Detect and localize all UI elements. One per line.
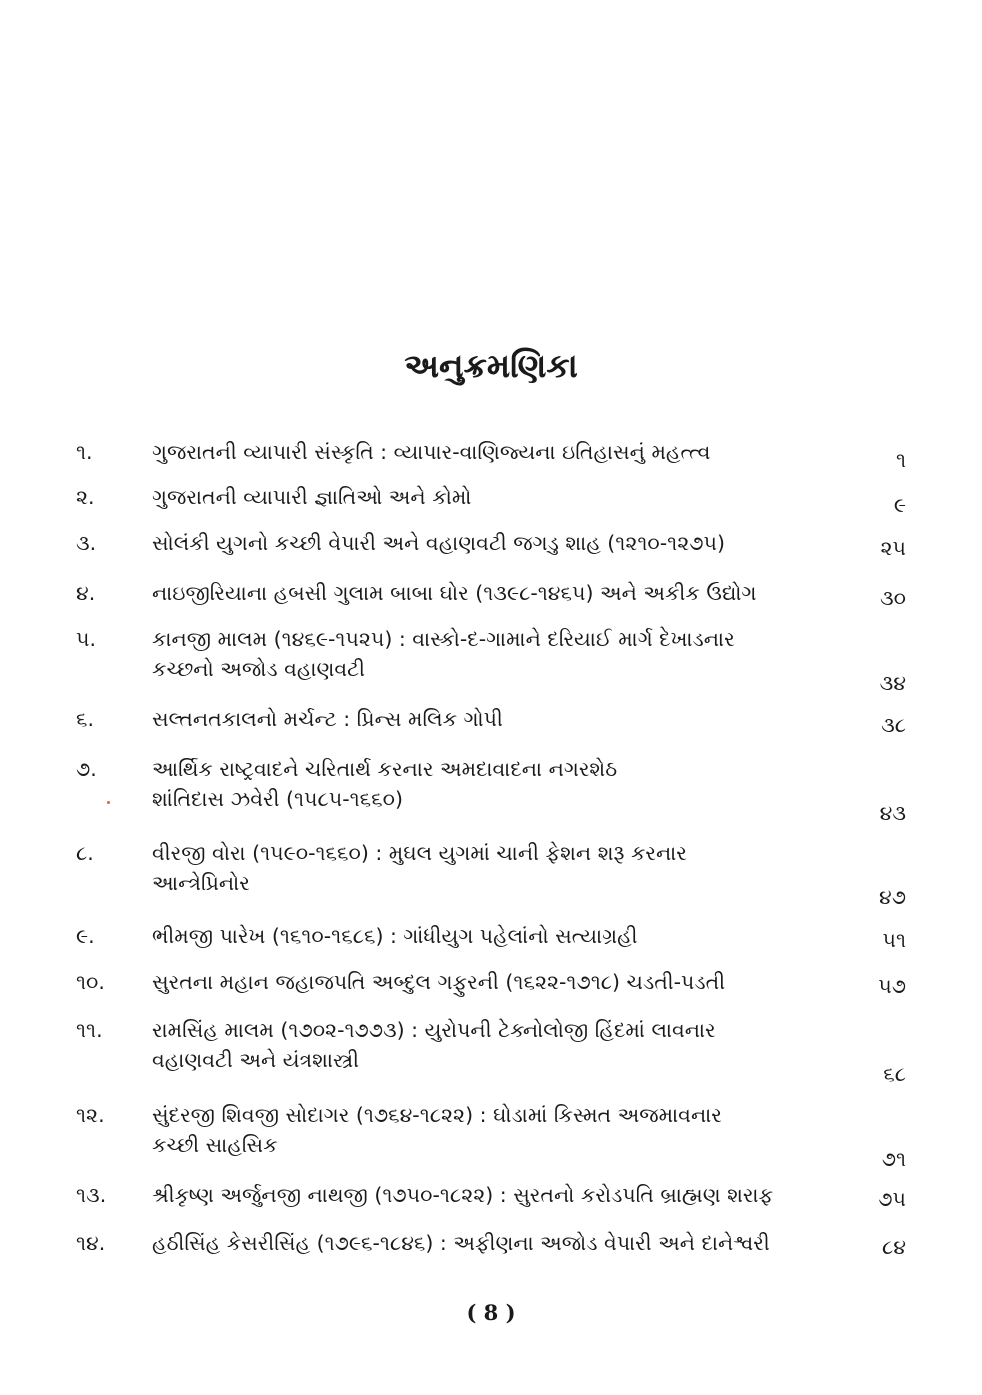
page-number: ( 8 ) <box>466 1300 516 1325</box>
entry-title-line: શ્રીકૃષ્ણ અર્જુનજી નાથજી (૧૭૫૦-૧૮૨૨) : સુરતનો કરોડપતિ બ્રાહ્મણ શરાફ <box>152 1183 774 1207</box>
entry-title-line: આર્થિક રાષ્ટ્રવાદને ચરિતાર્થ કરનાર અમદાવાદના નગરશેઠ <box>152 757 618 781</box>
entry-number: ૬. <box>76 707 94 731</box>
entry-number: ૨. <box>76 485 95 509</box>
entry-title-line: વહાણવટી અને યંત્રશાસ્ત્રી <box>152 1048 360 1072</box>
entry-title-line: ગુજરાતની વ્યાપારી સંસ્કૃતિ : વ્યાપાર-વાણિજ્યના ઇતિહાસનું મહત્ત્વ <box>152 440 711 464</box>
entry-number: ૧૪. <box>76 1231 106 1255</box>
entry-text <box>152 578 842 608</box>
entry-title-line: હઠીસિંહ કેસરીસિંહ (૧૭૯૬-૧૮૪૬) : અફીણના અજોડ વેપારી અને દાનેશ્વરી <box>152 1231 770 1255</box>
entry-text <box>152 1015 842 1075</box>
entry-title-line: ભીમજી પારેખ (૧૬૧૦-૧૬૮૬) : ગાંધીયુગ પહેલાંનો સત્યાગ્રહી <box>152 924 638 948</box>
entry-text <box>152 1100 842 1160</box>
entry-number: ૫. <box>76 627 96 651</box>
entry-text <box>152 967 842 997</box>
entry-title-line: સલ્તનતકાલનો મર્ચન્ટ : પ્રિન્સ મલિક ગોપી <box>152 707 503 731</box>
entry-text <box>152 624 842 684</box>
entry-text <box>152 1180 842 1210</box>
entry-number: ૧. <box>76 440 93 464</box>
entry-number: ૩. <box>76 531 97 555</box>
entry-title-line: ગુજરાતની વ્યાપારી જ્ઞાતિઓ અને કોમો <box>152 485 472 509</box>
entry-title-line: રામસિંહ માલમ (૧૭૦૨-૧૭૭૩) : યુરોપની ટેક્નોલોજી હિંદમાં લાવનાર <box>152 1018 716 1042</box>
entry-title-line: નાઇજીરિયાના હબસી ગુલામ બાબા ઘોર (૧૩૯૮-૧૪૬૫) અને અકીક ઉદ્યોગ <box>152 581 757 605</box>
entry-text <box>152 754 842 814</box>
entry-title-line: કચ્છનો અજોડ વહાણવટી <box>152 657 365 681</box>
entry-title-line: વીરજી વોરા (૧૫૯૦-૧૬૬૦) : મુઘલ યુગમાં ચાની ફેશન શરૂ કરનાર <box>152 841 687 865</box>
entry-page-number: ૭૫ <box>878 1187 906 1211</box>
entry-page-number: ૮૪ <box>882 1235 906 1259</box>
page-title: અનુક્રમણિકા <box>404 346 578 385</box>
entry-text <box>152 704 842 734</box>
entry-page-number: ૩૦ <box>880 586 906 610</box>
entry-number: ૯. <box>76 924 95 948</box>
entry-number: ૧૨. <box>76 1103 105 1127</box>
entry-title-line: સુરતના મહાન જહાજપતિ અબ્દુલ ગફુરની (૧૬૨૨-૧૭૧૮) ચડતી-પડતી <box>152 970 726 994</box>
entry-number: ૮. <box>76 841 94 865</box>
entry-page-number: ૬૮ <box>883 1062 906 1086</box>
entry-page-number: ૧ <box>895 448 906 472</box>
entry-number: ૭. <box>76 757 97 781</box>
entry-text <box>152 528 842 558</box>
entry-title-line: સુંદરજી શિવજી સોદાગર (૧૭૬૪-૧૮૨૨) : ઘોડામાં કિસ્મત અજમાવનાર <box>152 1103 722 1127</box>
entry-number: ૧૩. <box>76 1183 107 1207</box>
entry-title-line: આન્ત્રેપ્રિનોર <box>152 871 250 895</box>
entry-page-number: ૩૮ <box>881 713 906 737</box>
entry-text <box>152 921 842 951</box>
entry-page-number: ૩૪ <box>879 671 906 695</box>
entry-page-number: ૫૧ <box>882 928 906 952</box>
entry-number: ૧૧. <box>76 1018 103 1042</box>
ink-speck <box>107 801 110 804</box>
entry-text <box>152 482 842 512</box>
entry-page-number: ૫૭ <box>878 974 906 998</box>
entry-text <box>152 437 842 467</box>
entry-title-line: સોલંકી યુગનો કચ્છી વેપારી અને વહાણવટી જગડુ શાહ (૧૨૧૦-૧૨૭૫) <box>152 531 725 555</box>
entry-page-number: ૯ <box>893 493 906 517</box>
entry-number: ૪. <box>76 581 96 605</box>
entry-page-number: ૪૭ <box>879 885 906 909</box>
entry-text <box>152 1228 842 1258</box>
entry-title-line: કચ્છી સાહસિક <box>152 1133 278 1157</box>
entry-text <box>152 838 842 898</box>
entry-number: ૧૦. <box>76 970 105 994</box>
entry-title-line: શાંતિદાસ ઝવેરી (૧૫૮૫-૧૬૬૦) <box>152 787 403 811</box>
entry-page-number: ૭૧ <box>881 1147 906 1171</box>
entry-page-number: ૪૩ <box>879 801 906 825</box>
entry-title-line: કાનજી માલમ (૧૪૬૯-૧૫૨૫) : વાસ્કો-દ-ગામાને દરિયાઈ માર્ગ દેખાડનાર <box>152 627 735 651</box>
entry-page-number: ૨૫ <box>880 536 906 560</box>
